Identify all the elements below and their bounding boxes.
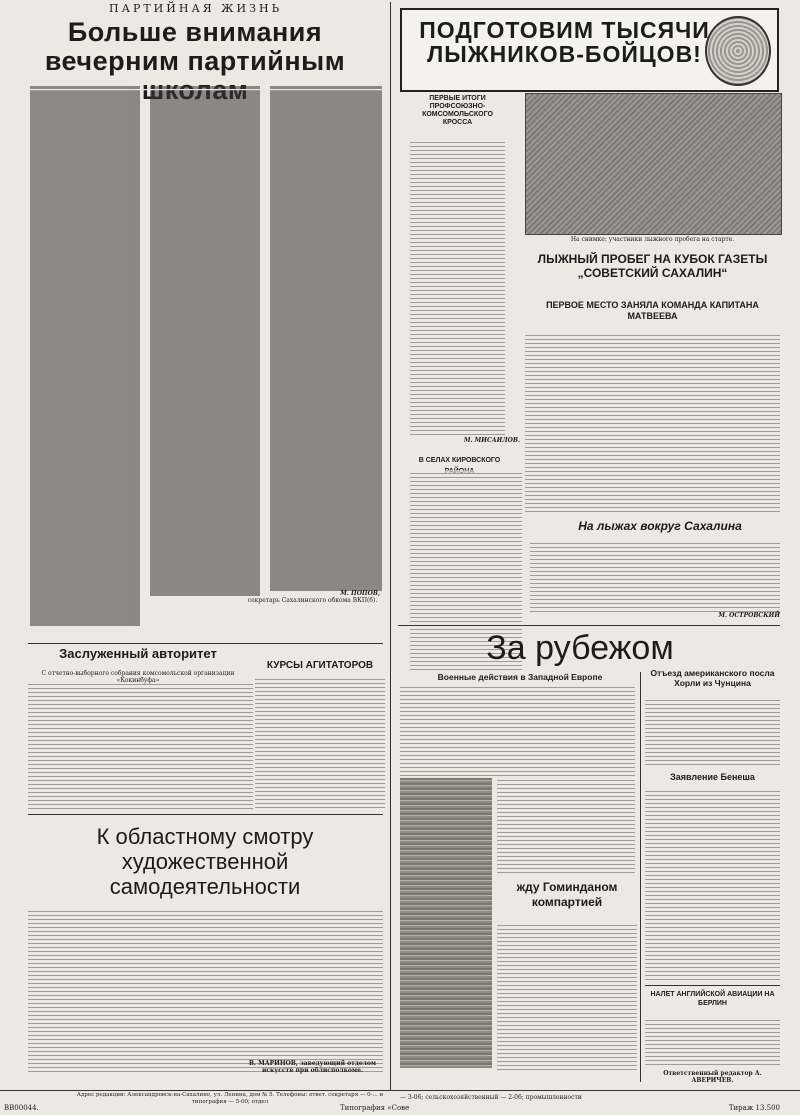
footer-code: ВВ00044.	[4, 1104, 39, 1112]
courses-title: КУРСЫ АГИТАТОРОВ	[266, 660, 374, 671]
kirov-header	[412, 455, 507, 467]
cup-text	[525, 332, 780, 512]
rule-left-1	[28, 643, 383, 644]
first-results-header	[410, 95, 505, 135]
rule-right-2	[645, 985, 780, 986]
kirov-title: В СЕЛАХ КИРОВСКОГО	[418, 457, 501, 464]
courses-header	[255, 660, 385, 676]
signature-block-3	[430, 437, 520, 447]
gomindan-header	[497, 880, 637, 920]
signature-marinov: В. МАРИНОВ, заведующий отделом искусств при облисполкоме.	[248, 1060, 377, 1074]
war-title: Военные действия в Западной Европе	[437, 672, 603, 682]
signature-block-2	[240, 1060, 385, 1086]
abroad-title: За рубежом	[486, 629, 674, 667]
signature-block-4	[640, 612, 780, 622]
ski-banner	[400, 8, 779, 92]
cup-header	[525, 252, 780, 300]
benes-title: Заявление Бенеша	[670, 772, 755, 782]
section-kicker-block	[28, 2, 363, 16]
center-column-rule	[390, 2, 391, 1090]
cup-title: ЛЫЖНЫЙ ПРОБЕГ НА КУБОК ГАЗЕТЫ „СОВЕТСКИЙ САХАЛИН“	[537, 252, 768, 280]
signature-ostrovsky: М. ОСТРОВСКИЙ	[718, 612, 780, 619]
section-kicker: ПАРТИЙНАЯ ЖИЗНЬ	[109, 2, 282, 15]
footer-phones-block	[400, 1094, 780, 1104]
raid-text	[645, 1020, 780, 1065]
editor-line: Ответственный редактор А. АВЕРИЧЕВ.	[663, 1070, 762, 1084]
benes-header	[645, 772, 780, 786]
rule-right-1	[398, 625, 780, 626]
footer-rule	[0, 1090, 800, 1091]
footer-circulation-block	[690, 1104, 780, 1114]
footer-phones: — 3-06; сельскохозяйственный — 2-06; промышленности	[400, 1094, 582, 1101]
emblem-icon	[705, 16, 771, 86]
footer-code-block	[4, 1104, 74, 1114]
review-title: К областному смотру художественной самодеятельности	[96, 824, 314, 899]
benes-text	[645, 790, 780, 980]
review-header	[45, 824, 365, 904]
cup-subtitle: ПЕРВОЕ МЕСТО ЗАНЯЛА КОМАНДА КАПИТАНА МАТВЕЕВА	[546, 300, 759, 321]
ski-photo	[525, 93, 782, 235]
recall-header	[645, 668, 780, 698]
around-title: На лыжах вокруг Сахалина	[578, 519, 742, 533]
abroad-header	[480, 628, 680, 670]
around-header	[540, 520, 780, 540]
war-text-2	[497, 778, 635, 873]
rule-left-2	[28, 814, 383, 815]
war-text	[400, 686, 635, 776]
raid-title: НАЛЕТ АНГЛИЙСКОЙ АВИАЦИИ НА БЕРЛИН	[650, 991, 775, 1007]
article-party-schools	[30, 86, 382, 638]
recall-text	[645, 700, 780, 765]
right-inner-rule	[640, 672, 641, 1082]
first-results-text	[410, 140, 505, 435]
review-article-text	[28, 910, 383, 1072]
article-text-lines	[30, 86, 382, 638]
raid-header	[645, 990, 780, 1018]
merit-subheader	[28, 670, 248, 684]
first-results-title: ПЕРВЫЕ ИТОГИ ПРОФСОЮЗНО-КОМСОМОЛЬСКОГО КРОССА	[422, 95, 493, 126]
headline-block	[30, 18, 360, 80]
footer-circulation: Тираж 13.500	[728, 1104, 780, 1112]
footer-printer: Типография «Сове	[340, 1104, 410, 1112]
torn-area	[400, 778, 492, 1068]
merit-article-text	[28, 684, 253, 809]
footer-printer-block	[340, 1104, 460, 1114]
main-headline: Больше внимания вечерним партийным	[44, 17, 346, 76]
signature-popov: М. ПОПОВ,	[340, 590, 380, 597]
footer-address: Адрес редакции: Александровск-на-Сахалине, ул. Ленина, дом № 5. Телефоны: ответ. секретаря — 0-... и типография — 5-00; отдел	[76, 1092, 384, 1105]
gomindan-text	[497, 922, 637, 1070]
courses-article-text	[255, 678, 385, 808]
signature-popov-role: секретарь Сахалинского обкома ВКП(б).	[247, 597, 378, 604]
cup-subheader	[525, 300, 780, 328]
merit-header	[28, 648, 248, 668]
recall-title: Отъезд американского посла Хорли из Чунцина	[650, 668, 775, 688]
war-header	[410, 672, 630, 684]
merit-title: Заслуженный авторитет	[59, 646, 217, 661]
signature-block-1	[245, 590, 380, 622]
gomindan-title: жду Гоминданом компартией	[516, 880, 618, 909]
editor-block	[645, 1070, 780, 1084]
around-text	[530, 542, 780, 612]
photo-caption: На снимке: участники лыжного пробега на старте.	[570, 236, 735, 243]
banner-title: ПОДГОТОВИМ ТЫСЯЧИ ЛЫЖНИКОВ-БОЙЦОВ!	[419, 17, 710, 67]
photo-caption-block	[525, 236, 780, 246]
merit-subtitle: С отчетно-выборного собрания комсомольской организации «Кокинбуфа»	[41, 670, 235, 684]
signature-misailov: М. МИСАИЛОВ.	[463, 437, 520, 444]
